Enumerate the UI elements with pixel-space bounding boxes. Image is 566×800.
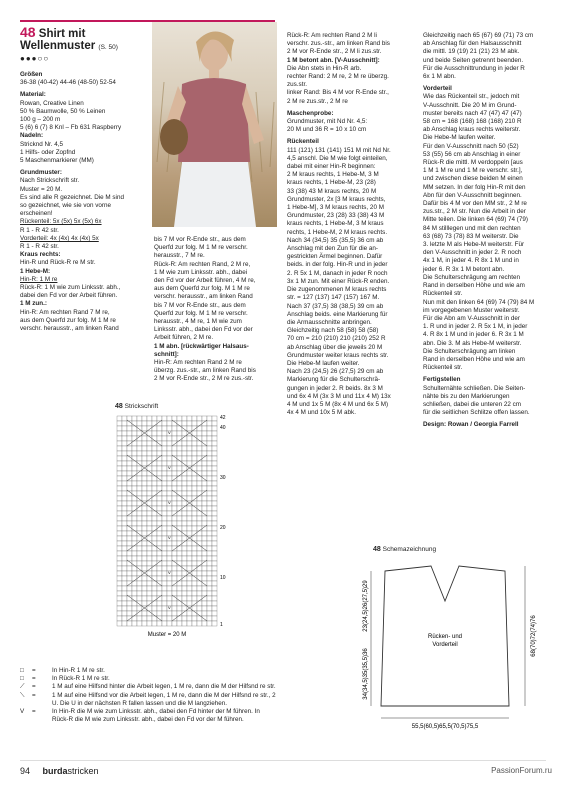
text-line: Nadeln: bbox=[20, 132, 44, 140]
text-line: Rück-R: Am rechten Rand 2 M li bbox=[287, 32, 377, 39]
text-line: Hin-R und Rück-R re M str. bbox=[20, 259, 96, 267]
photo-illustration bbox=[152, 22, 277, 227]
text-line: muster bereits nach 47 (47) 47 (47) bbox=[423, 109, 522, 117]
text-line: Grundmuster, 2x [3 M kraus rechts, bbox=[287, 195, 386, 203]
svg-text:V: V bbox=[168, 430, 171, 435]
text-line: herausstr., 7 M re. bbox=[154, 252, 205, 260]
legend-symbol: ⟍ bbox=[20, 691, 25, 699]
text-line: den V-Ausschnitt in jeder 2. R noch bbox=[423, 249, 522, 257]
schematic-caption-number: 48 bbox=[373, 546, 381, 553]
text-line: dabei mit einer Hin-R beginnen: bbox=[287, 163, 376, 171]
text-line: R 1 - R 42 str. bbox=[20, 226, 59, 234]
text-line: Rückenteil bbox=[287, 138, 319, 146]
text-line: aus dem Querfd zur folg. M 1 M re bbox=[20, 316, 116, 324]
text-line: und beide Seiten getrennt beenden. bbox=[423, 56, 524, 64]
text-line: dabei den Fd vor der Arbeit führen. bbox=[20, 292, 118, 300]
text-line: 84 M stilllegen und mit den rechten bbox=[423, 224, 521, 232]
text-line: Nun mit den linken 64 (69) 74 (79) 84 M bbox=[423, 298, 535, 306]
title-line1: Shirt mit bbox=[38, 28, 86, 40]
text-line: linker Rand: Bis 4 M vor R-Ende str., bbox=[287, 89, 389, 97]
text-line: die mittl. 19 (19) 21 (21) 23 M abk. bbox=[423, 48, 520, 56]
text-line: ab Anschlag kraus rechts weiterstr. bbox=[423, 126, 521, 134]
text-line: ab Anschlag über die jeweils 20 M bbox=[287, 343, 383, 351]
text-line: 70 cm = 210 (210) 210 (210) 252 R bbox=[287, 335, 386, 343]
svg-text:V: V bbox=[168, 605, 171, 610]
text-line: ab Anschlag für den Halsausschnitt bbox=[423, 40, 522, 48]
text-line: 2 M vor R-Ende str., 2 M re zus.-str. bbox=[154, 375, 254, 383]
legend-row bbox=[20, 700, 340, 708]
text-line: Hin-R: 1 M re bbox=[20, 275, 58, 283]
text-line: im vorgegebenen Muster weiterstr. bbox=[423, 306, 520, 314]
text-line: schließen, dabei die unteren 22 cm bbox=[423, 400, 522, 408]
legend-row bbox=[20, 716, 340, 724]
text-line: Für die Ausschnittrundung in jeder R bbox=[423, 64, 525, 72]
brand-rest: stricken bbox=[67, 766, 99, 776]
model-photo bbox=[152, 22, 277, 227]
text-line: Grundmuster, 23 (28) 33 (38) 43 M bbox=[287, 212, 385, 220]
text-line: 1 M wie zum Linksstr. abh., dabei bbox=[154, 268, 248, 276]
text-line: 6x 1 M abn. bbox=[423, 73, 456, 81]
text-line: Grundmuster, mit Nd Nr. 4,5: bbox=[287, 118, 368, 126]
pattern-number: 48 bbox=[20, 24, 36, 40]
text-line: 4x 4 M und 10x 5 M abk. bbox=[287, 409, 356, 417]
chart-row-number: 10 bbox=[220, 575, 226, 581]
text-line: Anschlag mit den Zun für die an- bbox=[287, 245, 379, 253]
legend-symbol: □ bbox=[20, 675, 24, 683]
legend-text: In Rück-R 1 M re str. bbox=[52, 675, 110, 683]
text-line: 1 Hebe-M], 3 M kraus rechts, 20 M bbox=[287, 204, 384, 212]
knitting-chart bbox=[112, 412, 242, 647]
text-line: Für die Abn am V-Ausschnitt in der bbox=[423, 314, 520, 322]
legend-row bbox=[20, 708, 340, 716]
text-line: herausstr., 4 M re, 1 M wie zum bbox=[154, 318, 242, 326]
text-line: Markierung für die Schulterschrä- bbox=[287, 376, 381, 384]
chart-grid bbox=[117, 416, 217, 626]
brand-bold: burda bbox=[42, 766, 68, 776]
text-line: Hin-R: Am rechten Rand 2 M re bbox=[154, 359, 242, 367]
text-line: 111 (121) 131 (141) 151 M mit Nd Nr. bbox=[287, 146, 391, 154]
legend-text: In Hin-R die M wie zum Linksstr. abh., dabei den Fd hinter der M führen. In bbox=[52, 708, 260, 716]
chart-repeat-label: Muster = 20 M bbox=[147, 632, 187, 638]
text-line: Wie das Rückenteil str., jedoch mit bbox=[423, 93, 520, 101]
text-line: 1 M betont abn. [V-Ausschnitt]: bbox=[287, 56, 380, 64]
text-line: 63 (68) 73 (78) 83 M weiterstr. Die bbox=[423, 232, 519, 240]
text-line: 50 % Baumwolle, 50 % Leinen bbox=[20, 107, 106, 115]
text-line: schnitt]: bbox=[154, 350, 179, 358]
page-number: 94 bbox=[20, 766, 31, 776]
title-line2: Wellenmuster bbox=[20, 40, 96, 52]
text-line: Muster = 20 M. bbox=[20, 185, 63, 193]
text-line: 1 Hilfs- oder Zopfnd bbox=[20, 148, 76, 156]
text-line: 1. R und in jeder 2. R 5x 1 M, in jeder bbox=[423, 323, 528, 331]
svg-text:V: V bbox=[168, 570, 171, 575]
text-line: Rück-R: Am rechten Rand, 2 M re, bbox=[154, 260, 251, 268]
text-line: 1 M 1 M re und 1 M re verschr. str.], bbox=[423, 167, 523, 175]
text-line: den Fd vor der Arbeit führen, 4 M re, bbox=[154, 277, 256, 285]
text-line: 36-38 (40-42) 44-46 (48-50) 52-54 bbox=[20, 79, 116, 87]
text-line: Linksstr. abh., dabei den Fd vor der bbox=[154, 326, 253, 334]
dim-body-label: 34(34,5)35(35,5)36 bbox=[363, 648, 369, 700]
piece-label-1: Rücken- und bbox=[427, 634, 463, 640]
text-line: Rand in derselben Höhe und wie am bbox=[423, 282, 525, 290]
legend-text: Rück-R die M wie zum Linksstr. abh., dabei den Fd vor der M führen. bbox=[52, 716, 244, 724]
text-line: zus.str. bbox=[287, 81, 307, 89]
legend-equals: = bbox=[32, 691, 36, 699]
text-line: V-Ausschnitt. Die 20 M im Grund- bbox=[423, 101, 517, 109]
text-line: 2 M kraus rechts, 1 Hebe-M, 3 M bbox=[287, 171, 379, 179]
text-line: Grundmuster: bbox=[20, 169, 62, 177]
text-line: Es sind alle R gezeichnet. Die M sind bbox=[20, 193, 124, 201]
text-line: Kraus rechts: bbox=[20, 251, 61, 259]
text-line: Maschenprobe: bbox=[287, 109, 334, 117]
text-line: rechts, 1 Hebe-M, 2 M kraus rechts. bbox=[287, 228, 388, 236]
legend-text: 1 M auf eine Hilfsnd hinter die Arbeit legen, 1 M re, dann die M der Hilfsnd re str. bbox=[52, 683, 276, 691]
text-line: 4. R 8x 1 M und in jeder 6. R 3x 1 M bbox=[423, 331, 524, 339]
text-line: kraus rechts, 1 Hebe-M, 23 (28) bbox=[287, 179, 376, 187]
text-line: Die zugenommenen M kraus rechts bbox=[287, 286, 387, 294]
text-line: Stricknd Nr. 4,5 bbox=[20, 140, 64, 148]
svg-text:V: V bbox=[168, 500, 171, 505]
legend-text: In Hin-R 1 M re str. bbox=[52, 667, 105, 674]
text-line: nähte bis zu den Markierungen bbox=[423, 392, 510, 400]
text-line: 5 (6) 6 (7) 8 Knl – Fb 631 Raspberry bbox=[20, 124, 122, 132]
text-line: gungen in jeder 2. R beids. 8x 3 M bbox=[287, 384, 383, 392]
chart-row-number: 20 bbox=[220, 525, 226, 531]
text-line: 5 Maschenmarkierer (MM) bbox=[20, 157, 94, 165]
text-line: 58 cm = 168 (168) 168 (168) 210 R bbox=[423, 118, 522, 126]
page-title bbox=[20, 26, 150, 54]
text-line: 33 (38) 43 M kraus rechts, 20 M bbox=[287, 187, 377, 195]
text-line: Abn für den V-Ausschnitt beginnen. bbox=[423, 191, 522, 199]
text-line: die Armausschnitte anbringen. bbox=[287, 318, 372, 326]
svg-text:V: V bbox=[168, 535, 171, 540]
text-line: Querfd zur folg. M 1 M re verschr. bbox=[154, 244, 248, 252]
text-line: Rückenteil: 5x (5x) 5x (5x) 6x bbox=[20, 218, 102, 226]
text-line: Die Schulterschrägung am linken bbox=[423, 347, 516, 355]
text-line: verschr. herausstr., am linken Rand bbox=[20, 325, 119, 333]
text-line: Hin-R: Am rechten Rand 7 M re, bbox=[20, 308, 110, 316]
text-line: für die seitlichen Schlitze offen lassen. bbox=[423, 409, 530, 417]
text-line: Rowan, Creative Linen bbox=[20, 99, 84, 107]
chart-caption-number: 48 bbox=[115, 403, 123, 410]
text-line: erscheinen! bbox=[20, 210, 53, 218]
chart-row-number: 1 bbox=[220, 622, 223, 628]
legend-equals: = bbox=[32, 683, 36, 691]
legend-row bbox=[20, 692, 340, 700]
text-line: und 6x 4 M (3x 3 M und 11x 4 M) 13x bbox=[287, 392, 391, 400]
text-line: jeder 6. R 3x 1 M betont abn. bbox=[423, 265, 505, 273]
footer bbox=[20, 766, 99, 776]
text-line: 100 g – 200 m bbox=[20, 116, 61, 124]
text-line: Die Abn stets in Hin-R arb. bbox=[287, 64, 362, 72]
difficulty-dots: ●●●○○ bbox=[20, 54, 50, 63]
column-3 bbox=[287, 32, 415, 417]
text-line: 3. letzte M als Hebe-M weiterstr. Für bbox=[423, 241, 525, 249]
page-ref: (S. 50) bbox=[98, 44, 118, 51]
chart-caption bbox=[115, 403, 158, 410]
text-line: Gleichzeitig nach 58 (58) 58 (58) bbox=[287, 327, 379, 335]
text-line: 1 M zun.: bbox=[20, 300, 47, 308]
dim-length-label: 68(70)72(74)76 bbox=[531, 615, 537, 657]
legend-equals: = bbox=[32, 708, 36, 716]
piece-label-2: Vorderteil bbox=[432, 642, 458, 648]
text-line: Design: Rowan / Georgia Farrell bbox=[423, 421, 519, 429]
footer-rule bbox=[20, 760, 546, 761]
text-line: verschr. zus.-str., am linken Rand bis bbox=[287, 40, 390, 48]
chart-row-number: 40 bbox=[220, 425, 226, 431]
text-line: Arbeit führen, 2 M re. bbox=[154, 334, 214, 342]
text-line: Nach 34 (34,5) 35 (35,5) 36 cm ab bbox=[287, 236, 384, 244]
text-line: Vorderteil: 4x (4x) 4x (4x) 5x bbox=[20, 234, 99, 242]
text-line: zus.str., 2 M str. Nun die Arbeit in der bbox=[423, 208, 526, 216]
text-line: Rand in derselben Höhe und wie am bbox=[423, 355, 525, 363]
chart-legend bbox=[20, 667, 340, 724]
schematic-caption bbox=[373, 546, 436, 553]
text-line: gestrickten Ärmel beginnen. Dafür bbox=[287, 253, 383, 261]
text-line: Die Hebe-M laufen weiter. bbox=[287, 359, 360, 367]
text-line: 4 M und 1x 5 M (8x 4 M und 6x 5 M) bbox=[287, 400, 389, 408]
text-line: 1 M abn. [rückwärtiger Halsaus- bbox=[154, 342, 249, 350]
text-line: Gleichzeitig nach 65 (67) 69 (71) 73 cm bbox=[423, 32, 534, 39]
text-line: Querfd zur folg. M 1 M re verschr. bbox=[154, 309, 248, 317]
chart-caption-text: Strickschrift bbox=[124, 403, 159, 410]
column-2 bbox=[154, 236, 276, 384]
text-line: R 1 - R 42 str. bbox=[20, 243, 59, 251]
text-line: Fertigstellen bbox=[423, 376, 461, 384]
text-line: und zwischen diese beiden M einen bbox=[423, 175, 523, 183]
dim-width-label: 55,5(60,5)65,5(70,5)75,5 bbox=[411, 724, 479, 730]
text-line: Nach Strickschrift str. bbox=[20, 177, 80, 185]
legend-row bbox=[20, 675, 340, 683]
text-line: bis 7 M vor R-Ende str., aus dem bbox=[154, 301, 246, 309]
text-line: Nach 23 (24,5) 26 (27,5) 29 cm ab bbox=[287, 368, 384, 376]
text-line: so gezeichnet, wie sie von vorne bbox=[20, 202, 112, 210]
legend-row bbox=[20, 683, 340, 691]
watermark: PassionForum.ru bbox=[491, 766, 552, 775]
text-line: beids. in der folg. Hin-R und in jeder bbox=[287, 261, 388, 269]
chart-row-number: 42 bbox=[220, 415, 226, 421]
legend-row bbox=[20, 667, 340, 675]
text-line: verschr. herausstr., am linken Rand bbox=[154, 293, 253, 301]
column-4 bbox=[423, 32, 551, 430]
legend-text: U. Die U in der nächsten R fallen lassen und die M langziehen. bbox=[52, 699, 228, 707]
text-line: Anschlag beids. eine Markierung für bbox=[287, 310, 388, 318]
text-line: Rückenteil str. bbox=[423, 364, 463, 372]
dim-armhole-label: 23(24,5)26(27,5)29 bbox=[363, 580, 369, 632]
text-line: MM setzen. In der folg Hin-R mit den bbox=[423, 183, 526, 191]
chart-row-number: 30 bbox=[220, 475, 226, 481]
text-line: 1 Hebe-M: bbox=[20, 267, 51, 275]
legend-equals: = bbox=[32, 675, 36, 683]
header-block bbox=[20, 26, 150, 63]
legend-symbol: V bbox=[20, 708, 25, 716]
text-line: Nach 37 (37,5) 38 (38,5) 39 cm ab bbox=[287, 302, 384, 310]
legend-symbol: ⟋ bbox=[20, 683, 25, 691]
legend-symbol bbox=[20, 700, 32, 708]
text-line: abn. Die 3. M als Hebe-M weiterstr. bbox=[423, 339, 522, 347]
legend-text: 1 M auf eine Hilfsnd vor die Arbeit legen, 1 M re, dann die M der Hilfsnd re str., 2 bbox=[52, 691, 276, 699]
text-line: Für den V-Ausschnitt nach 50 (52) bbox=[423, 142, 519, 150]
text-line: rechter Rand: 2 M re, 2 M re überzg. bbox=[287, 73, 389, 81]
legend-equals: = bbox=[32, 667, 36, 674]
text-line: 2. R 5x 1 M, danach in jeder R noch bbox=[287, 269, 388, 277]
svg-text:V: V bbox=[168, 465, 171, 470]
legend-equals bbox=[32, 716, 52, 724]
text-line: 53 (55) 56 cm ab Anschlag in einer bbox=[423, 150, 521, 158]
text-line: Die Schulterschrägung am rechten bbox=[423, 273, 520, 281]
legend-equals bbox=[32, 700, 52, 708]
text-line: Dafür bis 4 M vor den MM str., 2 M re bbox=[423, 200, 527, 208]
text-line: Die Hebe-M laufen weiter. bbox=[423, 134, 496, 142]
legend-symbol: □ bbox=[20, 667, 24, 674]
text-line: Rückenteil str. bbox=[423, 290, 463, 298]
text-line: 4,5 anschl. Die M wie folgt einteilen, bbox=[287, 154, 388, 162]
text-line: Schulternähte schließen. Die Seiten- bbox=[423, 384, 526, 392]
text-line: 2 M re zus.str., 2 M re bbox=[287, 97, 348, 105]
text-line: aus dem Querfd zur folg. M 1 M re bbox=[154, 285, 250, 293]
text-line: str. = 127 (137) 147 (157) 167 M. bbox=[287, 294, 380, 302]
text-line: Vorderteil bbox=[423, 85, 452, 93]
column-1 bbox=[20, 67, 152, 333]
text-line: Mitte teilen. Die linken 64 (69) 74 (79) bbox=[423, 216, 528, 224]
text-line: kraus rechts, 1 Hebe-M, 3 M kraus bbox=[287, 220, 384, 228]
schematic-drawing bbox=[355, 556, 555, 736]
legend-symbol bbox=[20, 716, 32, 724]
text-line: 3x 1 M zun. Mit einer Rück-R enden. bbox=[287, 277, 390, 285]
text-line: Material: bbox=[20, 91, 46, 99]
text-line: 2 M vor R-Ende str., 2 M li zus.str. bbox=[287, 48, 382, 56]
text-line: Grundmuster weiter kraus rechts str. bbox=[287, 351, 389, 359]
text-line: 20 M und 36 R = 10 x 10 cm bbox=[287, 126, 367, 134]
text-line: 4x 1 M, in jeder 4. R 8x 1 M und in bbox=[423, 257, 519, 265]
text-line: Rück-R: 1 M wie zum Linksstr. abh., bbox=[20, 284, 121, 292]
schematic-caption-text: Schemazeichnung bbox=[382, 546, 437, 553]
text-line: Rück-R die mittl. M verdoppeln [aus bbox=[423, 159, 523, 167]
text-line: Größen bbox=[20, 71, 43, 78]
text-line: überzg. zus.-str., am linken Rand bis bbox=[154, 367, 256, 375]
text-line: bis 7 M vor R-Ende str., aus dem bbox=[154, 236, 246, 243]
